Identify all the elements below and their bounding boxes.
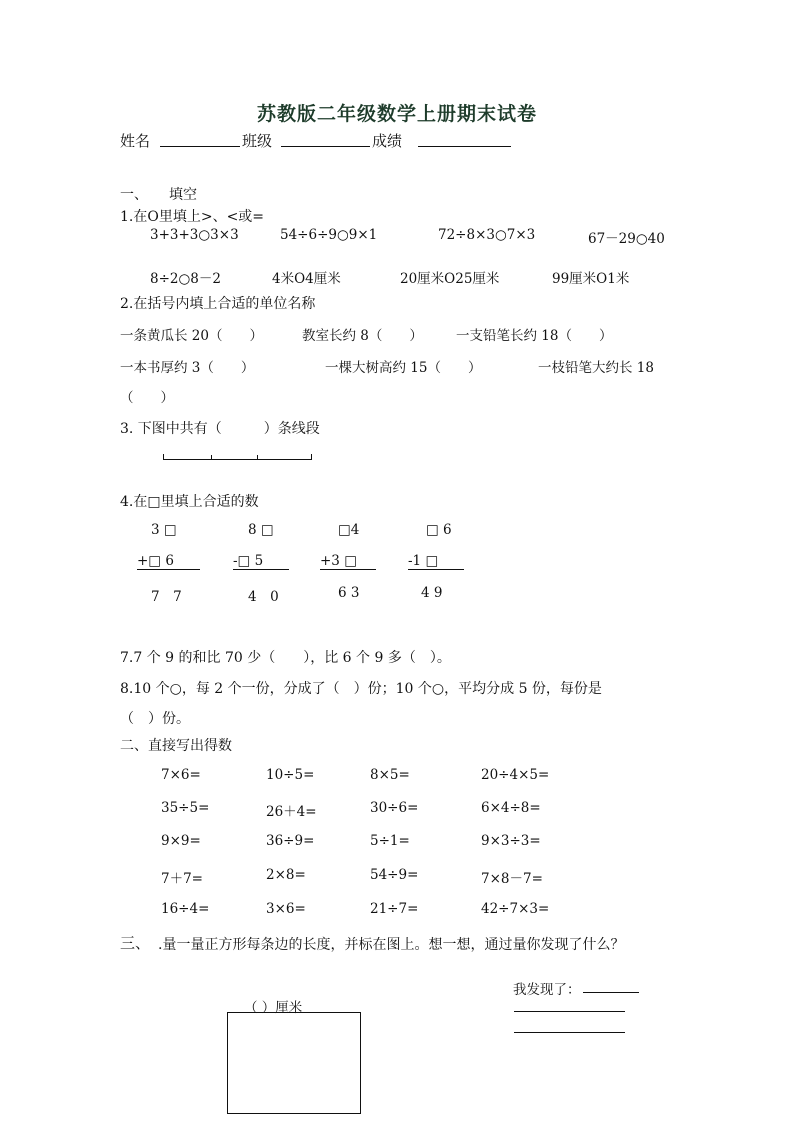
calc-item: 6×4÷8= [481,800,541,816]
calc-item: 16÷4= [161,901,210,917]
calc-item: 8×5= [370,767,410,783]
calc-item: 42÷7×3= [481,901,550,917]
q8-text-line1: 8.10 个○，每 2 个一份，分成了（ ）份；10 个○，平均分成 5 份，每份是 [120,681,602,697]
score-label: 成绩 [372,132,403,150]
vertical-mid: -□ 5 [233,553,264,569]
q1-item: 67－29○40 [588,231,665,247]
q2-item: 一棵大树高约 15（ ） [325,360,482,376]
q1-item: 4米O4厘米 [272,271,341,287]
q3-prompt: 3. 下图中共有（ ）条线段 [120,421,320,437]
vertical-top: 3 □ [151,522,177,538]
q1-item: 20厘米O25厘米 [400,271,500,287]
q1-item: 54÷6÷9○9×1 [280,227,378,243]
vertical-mid: +□ 6 [137,553,174,569]
q1-item: 8÷2○8－2 [150,271,221,287]
class-label: 班级 [242,132,273,150]
vertical-bottom: 4 9 [421,585,443,601]
calc-item: 7×6= [161,767,201,783]
calc-item: 9×3÷3= [481,833,541,849]
vertical-top: 8 □ [248,522,274,538]
vertical-top: □4 [338,522,360,538]
q7-text: 7.7 个 9 的和比 70 少（ ），比 6 个 9 多（ ）。 [120,650,451,666]
q2-item: （ ） [120,390,174,406]
calc-item: 30÷6= [370,800,419,816]
square-figure [227,1012,361,1114]
calc-item: 26＋4= [266,804,317,820]
q1-item: 99厘米O1米 [552,271,630,287]
calc-item: 54÷9= [370,867,419,883]
q2-item: 一本书厚约 3（ ） [120,360,255,376]
q8-text-line2: （ ）份。 [120,711,190,727]
calc-item: 36÷9= [266,833,315,849]
vertical-top: □ 6 [426,522,452,538]
found-label: 我发现了： [513,982,581,998]
calc-item: 35÷5= [161,800,210,816]
found-blank[interactable] [514,1032,625,1033]
calc-item: 3×6= [266,901,306,917]
section2-heading: 二、直接写出得数 [120,738,232,754]
section1-number: 一、 [120,187,148,203]
q1-item: 72÷8×3○7×3 [438,227,536,243]
q2-item: 一枝铅笔大约长 18 [538,360,654,376]
vertical-mid: -1 □ [408,553,439,569]
q2-item: 一支铅笔长约 18（ ） [456,328,613,344]
vertical-bottom: 6 3 [338,585,360,601]
vertical-bottom: 4 0 [248,589,279,605]
q4-prompt: 4.在□里填上合适的数 [120,494,259,510]
class-blank[interactable] [281,146,370,147]
found-blank[interactable] [583,992,639,993]
calc-item: 7＋7= [161,871,203,887]
square-side-label: （ ）厘米 [244,1000,303,1016]
name-blank[interactable] [160,146,240,147]
calc-item: 20÷4×5= [481,767,550,783]
vertical-bottom: 7 7 [151,589,182,605]
page-title: 苏教版二年级数学上册期末试卷 [256,103,537,125]
q1-prompt: 1.在O里填上>、<或= [120,209,265,225]
name-label: 姓名 [120,132,151,150]
q2-item: 一条黄瓜长 20（ ） [120,328,263,344]
calc-item: 9×9= [161,833,201,849]
calc-item: 5÷1= [370,833,410,849]
section1-heading: 填空 [169,187,197,203]
q1-item: 3+3+3○3×3 [150,227,239,243]
found-blank[interactable] [514,1011,625,1012]
calc-item: 10÷5= [266,767,315,783]
vertical-mid: +3 □ [320,553,357,569]
q2-prompt: 2.在括号内填上合适的单位名称 [120,296,316,312]
calc-item: 2×8= [266,867,306,883]
section3-number: 三、 [120,934,151,952]
calc-item: 7×8－7= [481,871,543,887]
score-blank[interactable] [418,146,511,147]
calc-item: 21÷7= [370,901,419,917]
q2-item: 教室长约 8（ ） [302,328,423,344]
section3-heading: .量一量正方形每条边的长度，并标在图上。想一想，通过量你发现了什么？ [158,937,625,953]
